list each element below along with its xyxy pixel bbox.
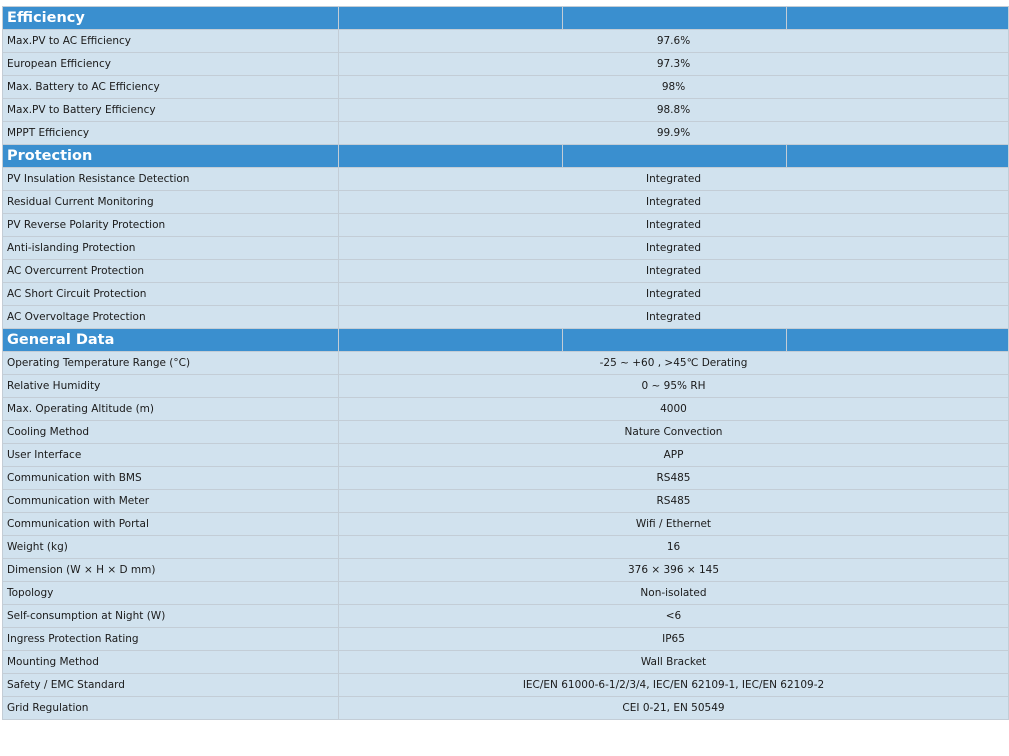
row-label: PV Insulation Resistance Detection bbox=[3, 168, 339, 191]
table-row bbox=[3, 306, 1009, 329]
row-label: Communication with Meter bbox=[3, 490, 339, 513]
row-value: Integrated bbox=[339, 306, 1009, 329]
table-row bbox=[3, 237, 1009, 260]
row-value: Integrated bbox=[339, 237, 1009, 260]
table-row bbox=[3, 582, 1009, 605]
table-row bbox=[3, 513, 1009, 536]
row-label: Mounting Method bbox=[3, 651, 339, 674]
row-label: Relative Humidity bbox=[3, 375, 339, 398]
row-label: Communication with Portal bbox=[3, 513, 339, 536]
table-row bbox=[3, 467, 1009, 490]
row-value: <6 bbox=[339, 605, 1009, 628]
row-label: Max.PV to AC Efficiency bbox=[3, 30, 339, 53]
row-value: RS485 bbox=[339, 467, 1009, 490]
row-label: AC Short Circuit Protection bbox=[3, 283, 339, 306]
row-value: RS485 bbox=[339, 490, 1009, 513]
row-label: Topology bbox=[3, 582, 339, 605]
row-value: CEI 0-21, EN 50549 bbox=[339, 697, 1009, 720]
row-value: Integrated bbox=[339, 214, 1009, 237]
row-label: Self-consumption at Night (W) bbox=[3, 605, 339, 628]
table-row bbox=[3, 559, 1009, 582]
row-value: Integrated bbox=[339, 260, 1009, 283]
row-value: Wall Bracket bbox=[339, 651, 1009, 674]
section-header-cell bbox=[563, 145, 787, 168]
table-row bbox=[3, 99, 1009, 122]
row-label: User Interface bbox=[3, 444, 339, 467]
row-value: 376 × 396 × 145 bbox=[339, 559, 1009, 582]
row-label: Ingress Protection Rating bbox=[3, 628, 339, 651]
row-label: Communication with BMS bbox=[3, 467, 339, 490]
row-label: Max. Battery to AC Efficiency bbox=[3, 76, 339, 99]
row-value: -25 ~ +60 , >45℃ Derating bbox=[339, 352, 1009, 375]
table-row bbox=[3, 490, 1009, 513]
row-value: Integrated bbox=[339, 283, 1009, 306]
row-label: Grid Regulation bbox=[3, 697, 339, 720]
table-row bbox=[3, 697, 1009, 720]
row-label: Cooling Method bbox=[3, 421, 339, 444]
row-value: 98.8% bbox=[339, 99, 1009, 122]
row-label: Anti-islanding Protection bbox=[3, 237, 339, 260]
row-value: Wifi / Ethernet bbox=[339, 513, 1009, 536]
row-value: Integrated bbox=[339, 168, 1009, 191]
row-label: Operating Temperature Range (°C) bbox=[3, 352, 339, 375]
table-row bbox=[3, 30, 1009, 53]
row-label: Safety / EMC Standard bbox=[3, 674, 339, 697]
row-label: Dimension (W × H × D mm) bbox=[3, 559, 339, 582]
table-row bbox=[3, 398, 1009, 421]
table-row bbox=[3, 53, 1009, 76]
section-header-cell bbox=[339, 145, 563, 168]
table-row bbox=[3, 375, 1009, 398]
row-value: Nature Convection bbox=[339, 421, 1009, 444]
section-title: Efficiency bbox=[3, 7, 339, 30]
table-row bbox=[3, 168, 1009, 191]
section-header-row bbox=[3, 145, 1009, 168]
table-row bbox=[3, 628, 1009, 651]
section-title: General Data bbox=[3, 329, 339, 352]
section-header-cell bbox=[339, 7, 563, 30]
section-header-cell bbox=[339, 329, 563, 352]
row-label: Weight (kg) bbox=[3, 536, 339, 559]
table-row bbox=[3, 122, 1009, 145]
table-row bbox=[3, 444, 1009, 467]
row-label: MPPT Efficiency bbox=[3, 122, 339, 145]
section-header-cell bbox=[787, 7, 1009, 30]
row-label: AC Overcurrent Protection bbox=[3, 260, 339, 283]
table-row bbox=[3, 283, 1009, 306]
table-row bbox=[3, 191, 1009, 214]
table-row bbox=[3, 214, 1009, 237]
row-value: 4000 bbox=[339, 398, 1009, 421]
section-header-cell bbox=[563, 329, 787, 352]
table-row bbox=[3, 421, 1009, 444]
row-value: 99.9% bbox=[339, 122, 1009, 145]
table-row bbox=[3, 260, 1009, 283]
section-title: Protection bbox=[3, 145, 339, 168]
row-value: 97.6% bbox=[339, 30, 1009, 53]
row-value: APP bbox=[339, 444, 1009, 467]
row-value: 98% bbox=[339, 76, 1009, 99]
row-value: IP65 bbox=[339, 628, 1009, 651]
row-label: Max. Operating Altitude (m) bbox=[3, 398, 339, 421]
section-header-cell bbox=[787, 145, 1009, 168]
section-header-cell bbox=[563, 7, 787, 30]
row-label: AC Overvoltage Protection bbox=[3, 306, 339, 329]
row-value: IEC/EN 61000-6-1/2/3/4, IEC/EN 62109-1, IEC/EN 62109-2 bbox=[339, 674, 1009, 697]
spec-table bbox=[2, 6, 1009, 720]
row-value: 0 ~ 95% RH bbox=[339, 375, 1009, 398]
row-label: PV Reverse Polarity Protection bbox=[3, 214, 339, 237]
table-row bbox=[3, 605, 1009, 628]
row-value: 16 bbox=[339, 536, 1009, 559]
table-row bbox=[3, 352, 1009, 375]
table-row bbox=[3, 674, 1009, 697]
spec-table-body bbox=[3, 7, 1009, 720]
row-label: Residual Current Monitoring bbox=[3, 191, 339, 214]
section-header-row bbox=[3, 329, 1009, 352]
row-value: Non-isolated bbox=[339, 582, 1009, 605]
row-value: Integrated bbox=[339, 191, 1009, 214]
row-label: Max.PV to Battery Efficiency bbox=[3, 99, 339, 122]
row-label: European Efficiency bbox=[3, 53, 339, 76]
table-row bbox=[3, 651, 1009, 674]
table-row bbox=[3, 76, 1009, 99]
section-header-row bbox=[3, 7, 1009, 30]
row-value: 97.3% bbox=[339, 53, 1009, 76]
table-row bbox=[3, 536, 1009, 559]
section-header-cell bbox=[787, 329, 1009, 352]
